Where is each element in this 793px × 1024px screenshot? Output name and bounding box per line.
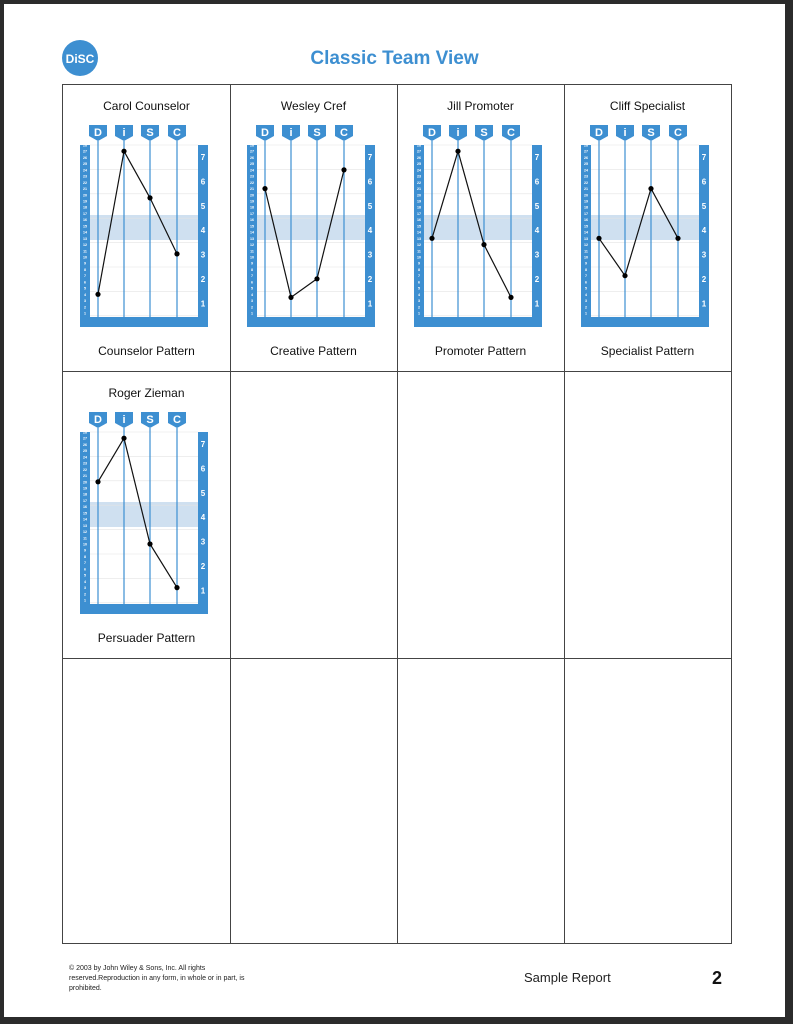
segment-label: 2 [534, 275, 540, 284]
disc-column-letter: i [122, 414, 126, 426]
scale-tick-label: 25 [417, 162, 421, 167]
segment-label: 4 [200, 226, 206, 236]
scale-tick-label: 28 [584, 143, 588, 148]
scale-tick-label: 21 [250, 187, 254, 192]
scale-tick-label: 10 [250, 255, 254, 260]
scale-tick-label: 16 [83, 218, 87, 223]
disc-column-letter: C [507, 127, 515, 139]
scale-tick-label: 27 [584, 149, 588, 154]
scale-tick-label: 6 [585, 280, 587, 285]
scale-tick-label: 26 [83, 155, 87, 160]
team-member-cell [397, 85, 564, 371]
disc-column-letter: i [122, 127, 126, 139]
scale-tick-label: 14 [250, 230, 254, 235]
segment-label: 5 [367, 201, 373, 211]
segment-label: 4 [534, 226, 540, 236]
scale-tick-label: 5 [585, 286, 587, 291]
disc-column-letter: D [261, 127, 269, 139]
scale-tick-label: 8 [84, 267, 86, 272]
scale-tick-label: 1 [84, 598, 86, 603]
scale-tick-label: 3 [84, 299, 86, 304]
disc-column-letter: i [623, 127, 627, 139]
scale-tick-label: 8 [418, 267, 420, 272]
scale-tick-label: 1 [251, 311, 253, 316]
scale-tick-label: 4 [251, 292, 253, 297]
scale-tick-label: 23 [83, 461, 87, 466]
scale-tick-label: 6 [418, 280, 420, 285]
scale-tick-label: 13 [83, 236, 87, 241]
segment-label: 7 [367, 153, 373, 162]
mid-band [591, 215, 699, 240]
scale-tick-label: 11 [83, 536, 87, 541]
scale-tick-label: 13 [584, 236, 588, 241]
scale-tick-label: 7 [585, 274, 587, 279]
disc-column-letter: S [647, 127, 655, 139]
scale-tick-label: 27 [83, 436, 87, 441]
scale-tick-label: 19 [417, 199, 421, 204]
data-point [147, 195, 152, 200]
scale-tick-label: 11 [584, 249, 588, 254]
scale-tick-label: 8 [251, 267, 253, 272]
segment-label: 2 [200, 562, 206, 571]
scale-tick-label: 23 [584, 174, 588, 179]
scale-tick-label: 22 [584, 180, 588, 185]
scale-tick-label: 14 [83, 517, 87, 522]
segment-label: 4 [701, 226, 707, 236]
scale-tick-label: 18 [83, 205, 87, 210]
disc-column-letter: D [94, 127, 102, 139]
scale-tick-label: 8 [84, 554, 86, 559]
scale-tick-label: 11 [417, 249, 421, 254]
data-point [314, 276, 319, 281]
disc-column-letter: C [674, 127, 682, 139]
scale-tick-label: 22 [417, 180, 421, 185]
scale-tick-label: 11 [83, 249, 87, 254]
scale-tick-label: 1 [84, 311, 86, 316]
disc-graph [80, 412, 208, 614]
scale-tick-label: 13 [250, 236, 254, 241]
bottom-bar [581, 317, 709, 327]
data-point [596, 236, 601, 241]
team-member-cell [63, 85, 230, 371]
pattern-label: Counselor Pattern [98, 344, 195, 358]
segment-label: 2 [367, 275, 373, 284]
scale-tick-label: 17 [250, 211, 254, 216]
scale-tick-label: 21 [417, 187, 421, 192]
scale-tick-label: 3 [84, 586, 86, 591]
scale-tick-label: 9 [84, 261, 86, 266]
scale-tick-label: 11 [250, 249, 254, 254]
scale-tick-label: 25 [83, 449, 87, 454]
scale-tick-label: 4 [84, 292, 86, 297]
scale-tick-label: 15 [83, 511, 87, 516]
scale-tick-label: 3 [418, 299, 420, 304]
scale-tick-label: 5 [84, 286, 86, 291]
scale-tick-label: 27 [83, 149, 87, 154]
scale-tick-label: 2 [418, 305, 420, 310]
scale-tick-label: 28 [83, 430, 87, 435]
segment-label: 7 [200, 440, 206, 449]
disc-graph [247, 125, 375, 327]
scale-tick-label: 8 [585, 267, 587, 272]
scale-tick-label: 3 [251, 299, 253, 304]
segment-label: 2 [701, 275, 707, 284]
scale-tick-label: 28 [83, 143, 87, 148]
team-member-cell [230, 85, 397, 371]
disc-column-letter: i [289, 127, 293, 139]
logo-text: DiSC [65, 52, 95, 66]
disc-column-letter: D [428, 127, 436, 139]
copyright-notice: © 2003 by John Wiley & Sons, Inc. All rights reserved.Reproduction in any form, in whole or in part, is prohibited. [69, 965, 245, 992]
scale-tick-label: 19 [83, 199, 87, 204]
data-point [174, 251, 179, 256]
segment-label: 1 [200, 299, 206, 309]
scale-tick-label: 14 [417, 230, 421, 235]
page-title: Classic Team View [310, 48, 479, 69]
team-member-cell [63, 372, 230, 658]
scale-tick-label: 10 [584, 255, 588, 260]
segment-label: 5 [534, 201, 540, 211]
scale-tick-label: 9 [84, 548, 86, 553]
disc-column-letter: C [173, 127, 181, 139]
scale-tick-label: 5 [418, 286, 420, 291]
scale-tick-label: 28 [250, 143, 254, 148]
scale-tick-label: 15 [584, 224, 588, 229]
scale-tick-label: 4 [585, 292, 587, 297]
scale-tick-label: 22 [83, 180, 87, 185]
data-point [675, 236, 680, 241]
scale-tick-label: 27 [250, 149, 254, 154]
scale-tick-label: 18 [584, 205, 588, 210]
scale-tick-label: 7 [84, 274, 86, 279]
data-point [622, 273, 627, 278]
scale-tick-label: 26 [417, 155, 421, 160]
segment-label: 3 [534, 250, 540, 260]
scale-tick-label: 2 [84, 305, 86, 310]
data-point [95, 479, 100, 484]
scale-tick-label: 10 [83, 542, 87, 547]
scale-tick-label: 14 [83, 230, 87, 235]
disc-column-letter: S [146, 127, 154, 139]
disc-column-letter: S [480, 127, 488, 139]
scale-tick-label: 13 [417, 236, 421, 241]
data-point [508, 295, 513, 300]
scale-tick-label: 22 [83, 467, 87, 472]
scale-tick-label: 22 [250, 180, 254, 185]
segment-label: 1 [367, 299, 373, 309]
scale-tick-label: 18 [83, 492, 87, 497]
scale-tick-label: 24 [83, 455, 87, 460]
scale-tick-label: 17 [83, 211, 87, 216]
segment-label: 5 [200, 488, 206, 498]
scale-tick-label: 10 [83, 255, 87, 260]
data-point [429, 236, 434, 241]
pattern-label: Specialist Pattern [600, 344, 695, 358]
disc-column-letter: i [456, 127, 460, 139]
data-point [174, 585, 179, 590]
mid-band [90, 215, 198, 240]
scale-tick-label: 16 [250, 218, 254, 223]
scale-tick-label: 20 [83, 193, 87, 198]
mid-band [90, 502, 198, 527]
team-member-cell [564, 85, 731, 371]
scale-tick-label: 18 [250, 205, 254, 210]
scale-tick-label: 25 [83, 162, 87, 167]
scale-tick-label: 23 [417, 174, 421, 179]
pattern-label: Creative Pattern [270, 344, 357, 358]
pattern-label: Promoter Pattern [434, 344, 527, 358]
scale-tick-label: 2 [585, 305, 587, 310]
segment-label: 3 [200, 250, 206, 260]
scale-tick-label: 26 [250, 155, 254, 160]
scale-tick-label: 7 [251, 274, 253, 279]
scale-tick-label: 14 [584, 230, 588, 235]
scale-tick-label: 16 [584, 218, 588, 223]
scale-tick-label: 23 [250, 174, 254, 179]
scale-tick-label: 28 [417, 143, 421, 148]
scale-tick-label: 15 [417, 224, 421, 229]
segment-label: 3 [367, 250, 373, 260]
scale-tick-label: 23 [83, 174, 87, 179]
scale-tick-label: 19 [250, 199, 254, 204]
scale-tick-label: 6 [84, 280, 86, 285]
segment-label: 5 [701, 201, 707, 211]
segment-label: 1 [701, 299, 707, 309]
scale-tick-label: 20 [584, 193, 588, 198]
segment-label: 6 [701, 177, 707, 187]
scale-tick-label: 26 [83, 442, 87, 447]
scale-tick-label: 3 [585, 299, 587, 304]
scale-tick-label: 21 [83, 474, 87, 479]
segment-label: 7 [534, 153, 540, 162]
disc-column-letter: S [313, 127, 321, 139]
scale-tick-label: 25 [250, 162, 254, 167]
segment-label: 6 [200, 464, 206, 474]
scale-tick-label: 17 [417, 211, 421, 216]
segment-label: 7 [701, 153, 707, 162]
data-point [481, 242, 486, 247]
scale-tick-label: 24 [417, 168, 421, 173]
scale-tick-label: 2 [251, 305, 253, 310]
mid-band [424, 215, 532, 240]
scale-tick-label: 17 [83, 498, 87, 503]
scale-tick-label: 6 [84, 567, 86, 572]
disc-column-letter: C [173, 414, 181, 426]
page-number: 2 [712, 968, 723, 988]
scale-tick-label: 24 [250, 168, 254, 173]
pattern-label: Persuader Pattern [97, 631, 196, 645]
data-point [121, 149, 126, 154]
disc-column-letter: D [94, 414, 102, 426]
scale-tick-label: 7 [418, 274, 420, 279]
scale-tick-label: 16 [83, 505, 87, 510]
bottom-bar [80, 317, 208, 327]
scale-tick-label: 6 [251, 280, 253, 285]
data-point [341, 167, 346, 172]
scale-tick-label: 12 [417, 243, 421, 248]
bottom-bar [80, 604, 208, 614]
data-point [648, 186, 653, 191]
segment-label: 4 [200, 513, 206, 523]
segment-label: 3 [701, 250, 707, 260]
scale-tick-label: 12 [83, 530, 87, 535]
member-name: Cliff Specialist [609, 99, 686, 113]
scale-tick-label: 12 [83, 243, 87, 248]
mid-band [257, 215, 365, 240]
scale-tick-label: 20 [83, 480, 87, 485]
scale-tick-label: 19 [83, 486, 87, 491]
member-name: Carol Counselor [103, 99, 190, 113]
segment-label: 4 [367, 226, 373, 236]
segment-label: 2 [200, 275, 206, 284]
disc-column-letter: D [595, 127, 603, 139]
member-name: Jill Promoter [447, 99, 514, 113]
scale-tick-label: 24 [584, 168, 588, 173]
data-point [147, 541, 152, 546]
scale-tick-label: 7 [84, 561, 86, 566]
scale-tick-label: 10 [417, 255, 421, 260]
scale-tick-label: 15 [83, 224, 87, 229]
scale-tick-label: 21 [584, 187, 588, 192]
disc-column-letter: C [340, 127, 348, 139]
scale-tick-label: 25 [584, 162, 588, 167]
disc-graph [80, 125, 208, 327]
data-point [121, 436, 126, 441]
scale-tick-label: 20 [417, 193, 421, 198]
team-grid [62, 84, 732, 944]
segment-label: 6 [200, 177, 206, 187]
scale-tick-label: 12 [584, 243, 588, 248]
segment-label: 1 [534, 299, 540, 309]
scale-tick-label: 1 [585, 311, 587, 316]
segment-label: 6 [367, 177, 373, 187]
scale-tick-label: 21 [83, 187, 87, 192]
scale-tick-label: 17 [584, 211, 588, 216]
scale-tick-label: 9 [418, 261, 420, 266]
scale-tick-label: 24 [83, 168, 87, 173]
scale-tick-label: 1 [418, 311, 420, 316]
scale-tick-label: 16 [417, 218, 421, 223]
disc-graph [414, 125, 542, 327]
data-point [262, 186, 267, 191]
scale-tick-label: 18 [417, 205, 421, 210]
scale-tick-label: 5 [251, 286, 253, 291]
scale-tick-label: 20 [250, 193, 254, 198]
scale-tick-label: 13 [83, 523, 87, 528]
member-name: Wesley Cref [280, 99, 347, 113]
data-point [455, 149, 460, 154]
grid-divider [63, 658, 731, 659]
bottom-bar [414, 317, 542, 327]
scale-tick-label: 19 [584, 199, 588, 204]
report-label: Sample Report [524, 970, 611, 985]
scale-tick-label: 26 [584, 155, 588, 160]
scale-tick-label: 4 [418, 292, 420, 297]
disc-column-letter: S [146, 414, 154, 426]
scale-tick-label: 4 [84, 579, 86, 584]
scale-tick-label: 2 [84, 592, 86, 597]
bottom-bar [247, 317, 375, 327]
report-page [4, 4, 785, 1017]
scale-tick-label: 12 [250, 243, 254, 248]
scale-tick-label: 9 [251, 261, 253, 266]
scale-tick-label: 27 [417, 149, 421, 154]
data-point [95, 292, 100, 297]
data-point [288, 295, 293, 300]
segment-label: 5 [200, 201, 206, 211]
segment-label: 3 [200, 537, 206, 547]
member-name: Roger Zieman [108, 386, 185, 400]
scale-tick-label: 9 [585, 261, 587, 266]
scale-tick-label: 15 [250, 224, 254, 229]
segment-label: 6 [534, 177, 540, 187]
segment-label: 7 [200, 153, 206, 162]
segment-label: 1 [200, 586, 206, 596]
scale-tick-label: 5 [84, 573, 86, 578]
disc-graph [581, 125, 709, 327]
